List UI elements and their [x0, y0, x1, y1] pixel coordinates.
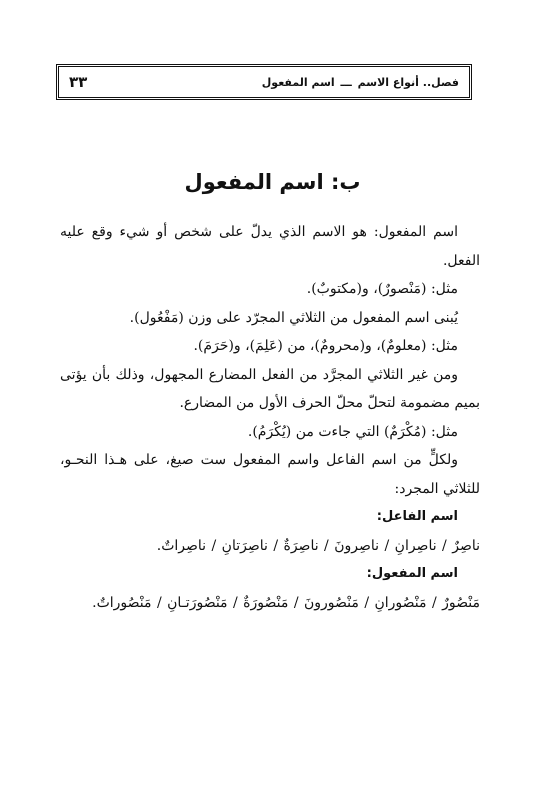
page-number: ٣٣	[69, 73, 88, 91]
paragraph-rule-non-trilateral: ومن غير الثلاثي المجرَّد من الفعل المضارع المجهول، وذلك بأن يؤتى بميم مضمومة لتحلّ محلّ الحرف الأول من المضارع.	[60, 366, 480, 411]
paragraph-example-1: مثل: (مَنْصورٌ)، و(مكتوبٌ).	[306, 281, 458, 297]
paragraph-definition: اسم المفعول: هو الاسم الذي يدلّ على شخص أو شيء وقع عليه الفعل.	[60, 224, 480, 269]
header-title-chapter: فصل.. أنواع الاسم	[357, 75, 459, 89]
running-header	[56, 64, 472, 100]
header-title-section: اسم المفعول	[261, 75, 335, 89]
paragraph-example-2: مثل: (معلومٌ)، و(محرومٌ)، من (عَلِمَ)، و(حَرَمَ).	[193, 338, 458, 354]
header-title-separator: ـــ	[340, 75, 352, 89]
section-heading: ب: اسم المفعول	[184, 170, 361, 194]
paragraph-forms-intro: ولكلٍّ من اسم الفاعل واسم المفعول ست صيغ، على هـذا النحـو، للثلاثي المجرد:	[60, 452, 480, 497]
body-text	[60, 218, 480, 617]
active-participle-label: اسم الفاعل:	[376, 509, 458, 524]
passive-participle-forms: مَنْصُورٌ / مَنْصُورانِ / مَنْصُورونَ / مَنْصُورَةٌ / مَنْصُورَتـانِ / مَنْصُوراتٌ.	[92, 594, 480, 611]
active-participle-forms: ناصِرٌ / ناصِرانِ / ناصِرونَ / ناصِرَةٌ / ناصِرَتانِ / ناصِراتٌ.	[156, 537, 480, 554]
header-title	[262, 76, 459, 89]
passive-participle-label: اسم المفعول:	[366, 566, 458, 581]
paragraph-rule-trilateral: يُبنى اسم المفعول من الثلاثي المجرّد على وزن (مَفْعُول).	[129, 309, 458, 326]
paragraph-example-3: مثل: (مُكْرَمٌ) التي جاءت من (يُكْرَمُ).	[247, 423, 458, 440]
